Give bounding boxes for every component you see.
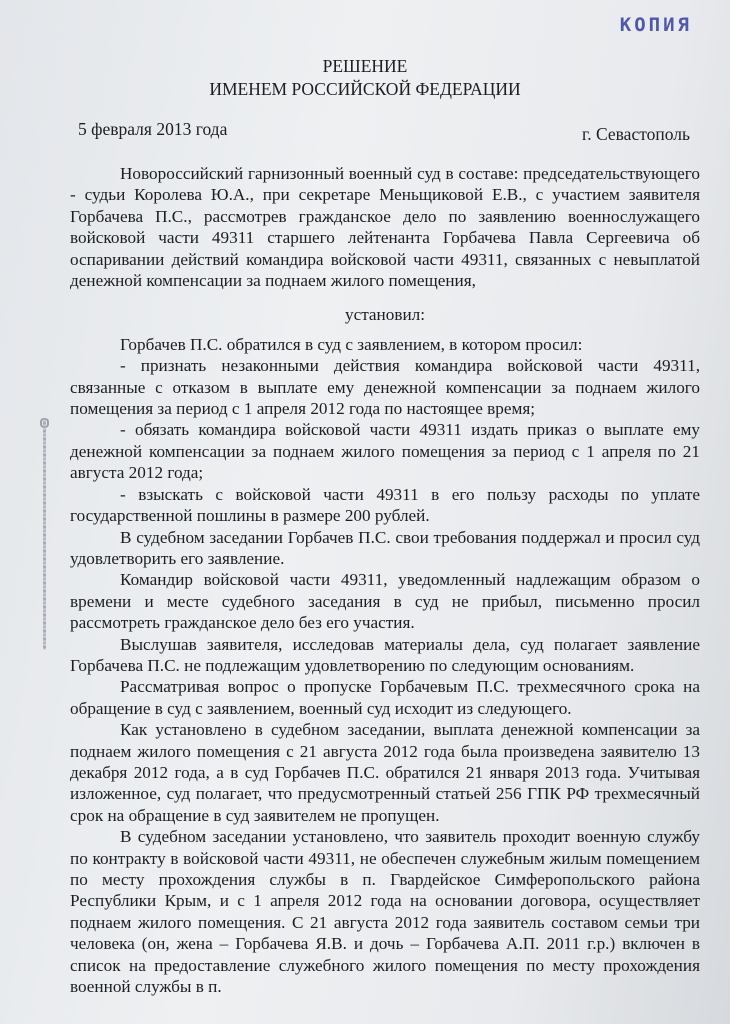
intro-paragraph: Новороссийский гарнизонный военный суд в составе: председательствующего - судьи Королева Ю.А., при секретаре Меньщиковой Е.В., с участием заявителя Горбачева П.С., рассмотрев гражданское дело по заявлению военнослужащего войсковой части 49311 старшего лейтенанта Горбачева Павла Сергеевича об оспаривании действий командира войсковой части 49311, связанных с невыплатой денежной компенсации за поднаем жилого помещения, [70,164,700,291]
document-title: РЕШЕНИЕ [322,56,408,76]
decision-date: 5 февраля 2013 года [78,119,228,139]
paragraph-conclusion: Выслушав заявителя, исследовав материалы дела, суд полагает заявление Горбачева П.С. не подлежащим удовлетворению по следующим основаниям. [70,634,700,675]
paragraph-request: Горбачев П.С. обратился в суд с заявлением, в котором просил: [120,334,583,354]
request-item-2: - обязать командира войсковой части 49311 издать приказ о выплате ему денежной компенсации за поднаем жилого помещения за период с 1 апреля по 21 августа 2012 года; [70,420,700,483]
decision-city: г. Севастополь [582,124,690,144]
request-item-3: - взыскать с войсковой части 49311 в его пользу расходы по уплате государственной пошлины в размере 200 рублей. [70,484,700,526]
request-item-1: - признать незаконными действия командира войсковой части 49311, связанные с отказом в выплате ему денежной компенсации за поднаем жилого помещения за период с 1 апреля 2012 года по настоящее время; [70,356,700,419]
document-body [70,163,700,997]
paragraph-established-facts: Как установлено в судебном заседании, выплата денежной компенсации за поднаем жилого помещения с 21 августа 2012 года была произведена заявителю 13 декабря 2012 года, а в суд Горбачев П.С. обратился 21 января 2013 года. Учитывая изложенное, суд полагает, что предусмотренный статьей 256 ГПК РФ трехмесячный срок на обращение в суд заявителем не пропущен. [70,720,700,825]
paragraph-service: В судебном заседании установлено, что заявитель проходит военную службу по контракту в войсковой части 49311, не обеспечен служебным жилым помещением по месту прохождения службы в п. Гвардейское Симферопольского района Республики Крым, и с 1 апреля 2012 года на основании договора, осуществляет поднаем жилого помещения. С 21 августа 2012 года заявитель составом семьи три человека (он, жена – Горбачева Я.В. и дочь – Горбачева А.П. 2011 г.р.) включен в список на предоставление служебного жилого помещения по месту прохождения военной службы в п. [70,827,700,997]
staple-mark [38,418,52,650]
copy-stamp: КОПИЯ [619,14,692,36]
document-subtitle: ИМЕНЕМ РОССИЙСКОЙ ФЕДЕРАЦИИ [209,79,521,99]
paragraph-commander: Командир войсковой части 49311, уведомленный надлежащим образом о времени и месте судебного заседания в суд не прибыл, письменно просил рассмотреть гражданское дело без его участия. [70,570,700,633]
staple-line [43,418,46,650]
paragraph-hearing: В судебном заседании Горбачев П.С. свои требования поддержал и просил суд удовлетворить его заявление. [70,527,700,568]
paragraph-deadline: Рассматривая вопрос о пропуске Горбачевым П.С. трехмесячного срока на обращение в суд с заявлением, военный суд исходит из следующего. [70,677,700,718]
established-heading: установил: [344,305,426,325]
